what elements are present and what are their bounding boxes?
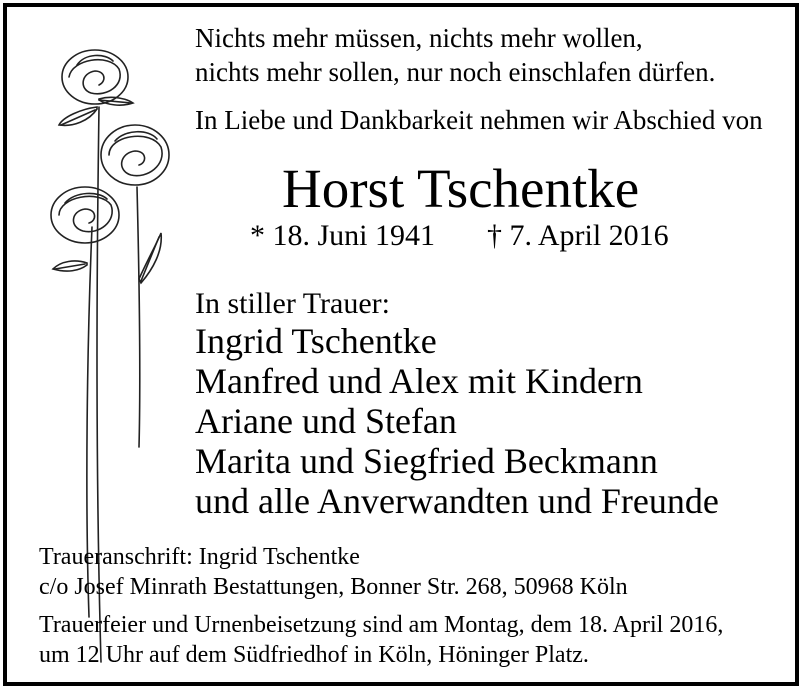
mourner-line: und alle Anverwandten und Freunde xyxy=(195,481,719,521)
obituary-notice xyxy=(3,3,799,686)
service-info-line: Trauerfeier und Urnenbeisetzung sind am Montag, dem 18. April 2016, xyxy=(39,612,724,638)
mourning-address-line: c/o Josef Minrath Bestattungen, Bonner Str. 268, 50968 Köln xyxy=(39,574,628,600)
mourning-heading: In stiller Trauer: xyxy=(195,287,390,320)
birth-date: * 18. Juni 1941 xyxy=(250,219,436,252)
death-date: † 7. April 2016 xyxy=(487,219,669,252)
mourner-line: Manfred und Alex mit Kindern xyxy=(195,361,643,401)
service-info-line: um 12 Uhr auf dem Südfriedhof in Köln, Höninger Platz. xyxy=(39,642,589,668)
verse-line: Nichts mehr müssen, nichts mehr wollen, xyxy=(195,23,643,53)
life-dates xyxy=(250,221,669,251)
verse-line: nichts mehr sollen, nur noch einschlafen dürfen. xyxy=(195,57,716,87)
deceased-name: Horst Tschentke xyxy=(282,158,640,219)
farewell-intro: In Liebe und Dankbarkeit nehmen wir Abschied von xyxy=(195,105,763,135)
mourner-line: Marita und Siegfried Beckmann xyxy=(195,441,658,481)
mourning-address-line: Traueranschrift: Ingrid Tschentke xyxy=(39,544,360,570)
mourner-line: Ingrid Tschentke xyxy=(195,321,437,361)
mourner-line: Ariane und Stefan xyxy=(195,401,457,441)
